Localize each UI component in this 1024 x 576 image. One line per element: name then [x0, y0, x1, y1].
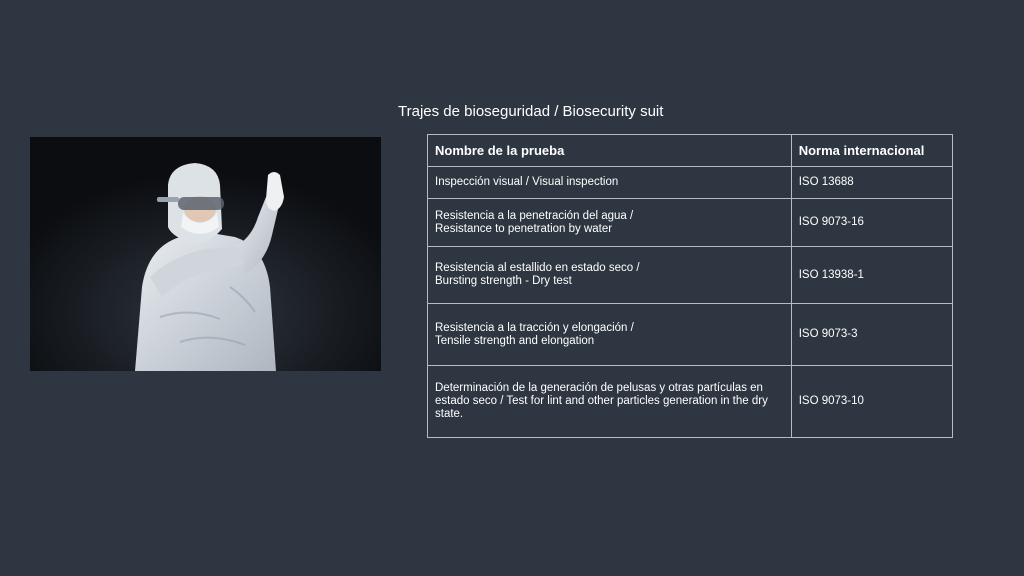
slide-title: Trajes de bioseguridad / Biosecurity suit [398, 103, 664, 120]
norm-cell [791, 247, 952, 304]
test-name: Inspección visual / Visual inspection [435, 176, 619, 188]
norm-code: ISO 9073-16 [798, 216, 864, 228]
test-name: Determinación de la generación de pelusas y otras partículas en estado seco / Test for lint and other particles generation in the dry state. [435, 382, 768, 420]
header-test-name: Nombre de la prueba [428, 135, 792, 167]
test-name-cell [428, 366, 792, 438]
norm-cell [791, 199, 952, 247]
table-row [428, 366, 953, 438]
norm-cell [791, 167, 952, 199]
norm-cell [791, 366, 952, 438]
table-row [428, 199, 953, 247]
test-name: Resistencia a la tracción y elongación / Tensile strength and elongation [435, 321, 634, 347]
norm-cell [791, 304, 952, 366]
header-international-norm: Norma internacional [791, 135, 952, 167]
test-name-cell [428, 304, 792, 366]
table-row [428, 167, 953, 199]
tests-table [427, 134, 953, 438]
test-name-cell [428, 247, 792, 304]
norm-code: ISO 13938-1 [798, 268, 864, 281]
table-header-row [428, 135, 953, 167]
suit-illustration [30, 137, 381, 371]
test-name: Resistencia a la penetración del agua / Resistance to penetration by water [435, 209, 634, 235]
table-row [428, 247, 953, 304]
norm-code: ISO 9073-3 [798, 328, 858, 340]
test-name-cell [428, 199, 792, 247]
norm-code: ISO 9073-10 [798, 395, 864, 407]
test-name-cell [428, 167, 792, 199]
test-name: Resistencia al estallido en estado seco / Bursting strength - Dry test [435, 262, 640, 287]
norm-code: ISO 13688 [798, 176, 854, 188]
table-row [428, 304, 953, 366]
biosecurity-suit-photo [30, 137, 381, 371]
